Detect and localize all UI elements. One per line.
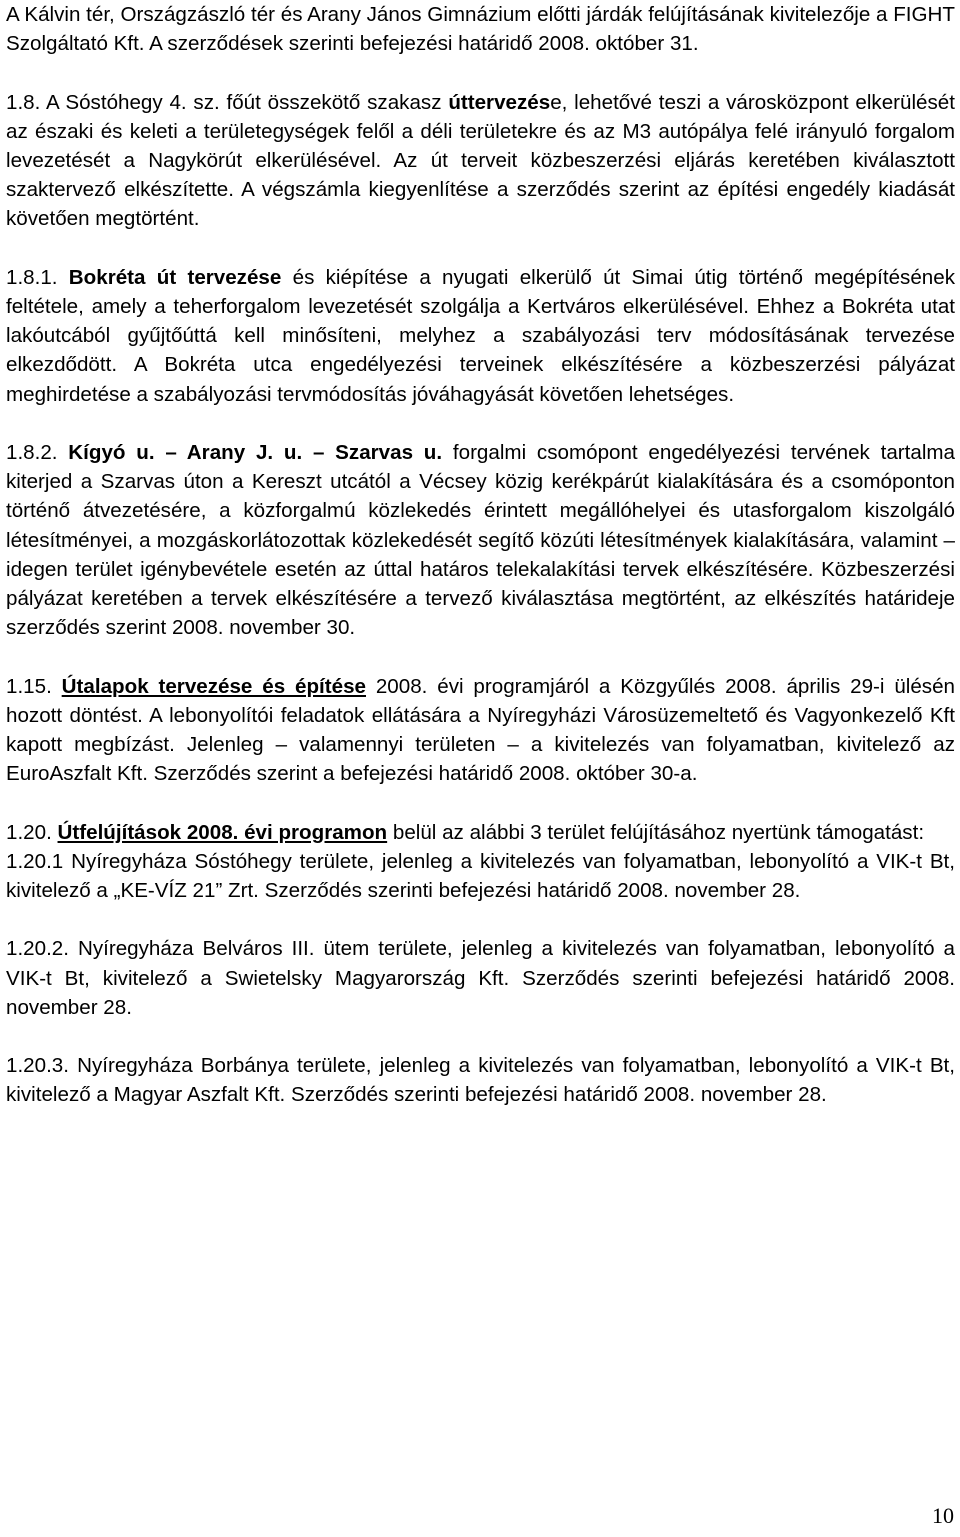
paragraph-emphasis: Kígyó u. – Arany J. u. – Szarvas u.: [68, 441, 443, 464]
paragraph-text: 2008. évi programjáról a Közgyűlés 2008. április 29-i ülésén hozott döntést. A lebonyolítói feladatok ellátására a Nyíregyházi Városüzemeltető és Vagyonkezelő Kft kapott megbízást. Jelenleg – valamennyi területen – a kivitelezés van folyamatban, kivitelező az EuroAszfalt Kft. Szerződés szerint a befejezési határidő 2008. október 30-a.: [6, 674, 956, 786]
paragraph-number: 1.20.: [6, 820, 58, 844]
paragraph-sostohegy-area: [6, 847, 955, 905]
paragraph-text: forgalmi csomópont engedélyezési tervének tartalma kiterjed a Szarvas úton a Kereszt utcától a Vécsey közig kerékpárút kialakítására és a csomóponton történő átvezetésére, a közforgalmú közlekedés érintett megállóhelyei és utasforgalom kiszolgáló létesítményei, a mozgáskorlátozottak közlekedését segítő közúti létesítmények kialakítására, valamint – idegen terület igénybevétele esetén az úttal határos telekalakítási tervek elkészítésére. Közbeszerzési pályázat keretében a tervek elkészítésére a tervező kiválasztása megtörtént, az elkészítés határideje szerződés szerint 2008. november 30.: [6, 441, 955, 640]
paragraph-emphasis: Útalapok tervezése és építése: [61, 674, 366, 698]
paragraph-text: e, lehetővé teszi a városközpont elkerülését az északi és keleti a területegységek felől a déli területekre és az M3 autópálya felé irányuló forgalom levezetését a Nagykörút elkerülésével. Az út terveit közbeszerzési eljárás keretében kiválasztott szaktervező elkészítette. A végszámla kiegyenlítése a szerződés szerint az építési engedély kiadását követően megtörtént.: [6, 90, 955, 231]
paragraph-number: 1.8.2.: [6, 441, 69, 464]
paragraph-text: 1.20.2. Nyíregyháza Belváros III. ütem területe, jelenleg a kivitelezés van folyamatban, lebonyolító a VIK-t Bt, kivitelező a Swietelsky Magyarország Kft. Szerződés szerinti befejezési határidő 2008. november 28.: [6, 937, 955, 1019]
paragraph-belvaros: [6, 934, 955, 1022]
paragraph-sostohegy: [6, 88, 955, 234]
paragraph-emphasis: úttervezés: [448, 90, 551, 114]
paragraph-text: 1.20.1 Nyíregyháza Sóstóhegy területe, jelenleg a kivitelezés van folyamatban, lebonyolító a VIK-t Bt, kivitelező a „KE-VÍZ 21” Zrt. Szerződés szerinti befejezési határidő 2008. november 28.: [6, 849, 955, 903]
paragraph-borbanya: [6, 1051, 955, 1109]
paragraph-emphasis: Útfelújítások 2008. évi programon: [57, 820, 388, 844]
paragraph-utfelujitasok: [6, 818, 955, 847]
paragraph-text: 1.8. A Sóstóhegy 4. sz. főút összekötő szakasz: [6, 90, 449, 114]
paragraph-emphasis: Bokréta út tervezése: [68, 265, 282, 289]
paragraph-kalvin-ter: [6, 0, 955, 58]
paragraph-text: és kiépítése a nyugati elkerülő út Simai útig történő megépítésének feltétele, amely a teherforgalom levezetését szolgálja a Kertváros elkerülésével. Ehhez a Bokréta utat lakóutcából gyűjtőúttá kell minősíteni, melyhez a szabályozási terv módosításának tervezése elkezdődött. A Bokréta utca engedélyezési terveinek elkészítésére a közbeszerzési pályázat meghirdetése a szabályozási tervmódosítás jóváhagyását követően lehetséges.: [6, 265, 955, 406]
page-number: 10: [932, 1503, 954, 1528]
paragraph-utalapok: [6, 672, 955, 789]
paragraph-text: A Kálvin tér, Országzászló tér és Arany János Gimnázium előtti járdák felújításának kivitelezője a FIGHT Szolgáltató Kft. A szerződések szerinti befejezési határidő 2008. október 31.: [6, 3, 955, 56]
paragraph-bokreta: [6, 263, 955, 409]
paragraph-kigyo-arany-szarvas: [6, 438, 955, 642]
document-page: [6, 0, 955, 1110]
paragraph-number: 1.8.1.: [6, 265, 69, 289]
paragraph-text: 1.20.3. Nyíregyháza Borbánya területe, jelenleg a kivitelezés van folyamatban, lebonyolító a VIK-t Bt, kivitelező a Magyar Aszfalt Kft. Szerződés szerinti befejezési határidő 2008. november 28.: [6, 1054, 955, 1107]
paragraph-text: belül az alábbi 3 terület felújításához nyertünk támogatást:: [387, 820, 925, 844]
paragraph-number: 1.15.: [6, 674, 62, 698]
